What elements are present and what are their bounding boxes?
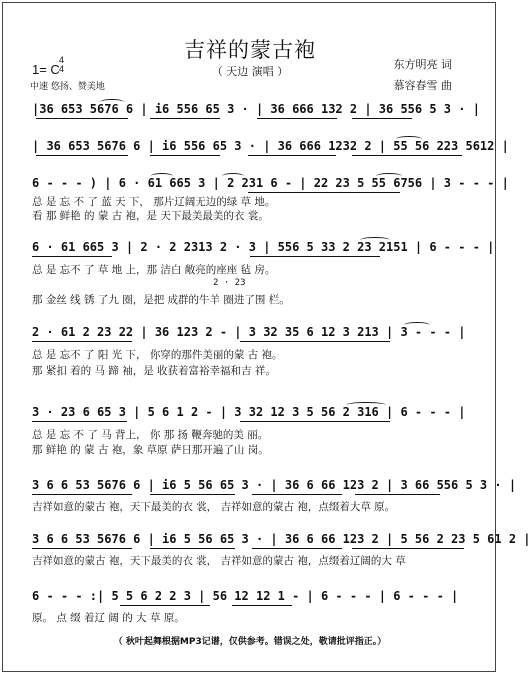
beam-line: [232, 605, 292, 606]
slur-mark: [222, 173, 244, 179]
beam-line: [36, 118, 128, 119]
lyric-line-8a: 吉祥如意的蒙古 袍，天下最美的衣 裳， 吉祥如意的蒙古 袍，点缀着辽阔的大 草: [32, 555, 406, 567]
slur-mark: [100, 99, 124, 105]
tempo-marking: 中速 悠扬、赞美地: [30, 82, 105, 92]
score-line-3: 6 - - - ) | 6 · 61 665 3 | 2 231 6 - | 22 23 5 55 6756 | 3 - - - |: [32, 176, 509, 190]
beam-line: [240, 421, 390, 422]
beam-line: [32, 548, 132, 549]
key-signature: 1= C: [32, 62, 60, 77]
beam-line: [150, 155, 220, 156]
beam-line: [120, 605, 210, 606]
lyric-line-9a: 原。 点 缀 着辽 阔 的 大 草 原。: [32, 612, 185, 624]
time-top: 4: [59, 55, 65, 65]
score-line-5: 2 · 61 2 23 22 | 36 123 2 - | 3 32 35 6 12 3 213 | 3 - - - |: [32, 325, 466, 339]
footer-note: （ 秋叶起舞根据MP3记谱，仅供参考。错误之处，敬请批评指正。）: [113, 637, 387, 647]
score-line-4: 6 · 61 665 3 | 2 · 2 2313 2 · 3 | 556 5 33 2 23 2151 | 6 - - - |: [32, 240, 495, 254]
alternate-notes: 2 · 23: [213, 278, 246, 288]
beam-line: [352, 548, 464, 549]
slur-mark: [376, 173, 402, 179]
score-line-9: 6 - - - :| 5 5 6 2 2 3 | 56 12 12 1 - | 6 - - - | 6 - - - |: [32, 589, 459, 603]
time-bottom: 4: [59, 64, 65, 74]
beam-line: [32, 256, 112, 257]
slur-mark: [396, 136, 422, 142]
slur-mark: [346, 402, 386, 408]
beam-line: [355, 494, 440, 495]
score-line-1: |36 653 5676 6 | i6 556 65 3 · | 36 666 132 2 | 36 556 5 3 · |: [32, 102, 480, 116]
slur-mark: [151, 173, 173, 179]
score-line-6: 3 · 23 6 65 3 | 5 6 1 2 - | 3 32 12 3 5 56 2 316 | 6 - - - |: [32, 405, 466, 419]
lyric-line-4b: 那 金丝 线 锈 了九 圈，是把 成群的牛羊 圈进了围 栏。: [32, 294, 290, 306]
lyric-line-5a: 总 是 忘不 了 阳 光 下， 你穿的那件美丽的蒙 古 袍。: [32, 349, 283, 361]
beam-line: [352, 155, 462, 156]
beam-line: [252, 548, 342, 549]
lyric-line-4a: 总 是 忘不 了 草 地 上，那 洁白 敞亮的座座 毡 房。: [32, 264, 276, 276]
beam-line: [257, 118, 337, 119]
beam-line: [352, 118, 412, 119]
score-line-8: 3 6 6 53 5676 6 | i6 5 56 65 3 · | 36 6 66 123 2 | 5 56 2 23 5 61 2 |: [32, 532, 531, 546]
score-line-2: | 36 653 5676 6 | i6 556 65 3 · | 36 666 1232 2 | 55 56 223 5612 |: [32, 139, 509, 153]
beam-line: [150, 118, 220, 119]
lyric-line-7a: 吉祥如意的蒙古 袍，天下最美的衣 裳， 吉祥如意的蒙古 袍，点缀着大草 原。: [32, 501, 396, 513]
performer-label: （ 天边 演唱 ）: [211, 65, 289, 78]
song-title: 吉祥的蒙古袍: [184, 38, 316, 62]
beam-line: [150, 548, 235, 549]
beam-line: [248, 155, 336, 156]
slur-mark: [360, 237, 390, 243]
beam-line: [32, 494, 132, 495]
beam-line: [32, 341, 132, 342]
beam-line: [150, 494, 235, 495]
beam-line: [32, 421, 127, 422]
lyric-line-6a: 总 是 忘 不 了 马 背上， 你 那 扬 鞭奔驰的美 丽。: [32, 429, 269, 441]
beam-line: [252, 494, 342, 495]
score-line-7: 3 6 6 53 5676 6 | i6 5 56 65 3 · | 36 6 66 123 2 | 3 66 556 5 3 · |: [32, 478, 517, 492]
lyric-line-6b: 那 鲜艳 的 蒙 古 袍，象 草原 萨日那开遍了山 岗。: [32, 444, 269, 456]
beam-line: [36, 155, 128, 156]
slur-mark: [404, 322, 430, 328]
composer-credit: 慕容春雪 曲: [393, 79, 452, 92]
beam-line: [240, 341, 390, 342]
lyricist-credit: 东方明亮 词: [393, 58, 452, 71]
beam-line: [248, 192, 400, 193]
lyric-line-3b: 看 那 鲜艳 的 蒙 古 袍，是 天下最美最美的衣 裳。: [32, 210, 269, 222]
lyric-line-3a: 总 是 忘 不 了 蓝 天 下， 那片辽阔无边的绿 草 地。: [32, 196, 276, 208]
lyric-line-5b: 那 紧扣 着的 马 蹄 袖，是 收获着富裕幸福和吉 祥。: [32, 365, 276, 377]
time-signature: [59, 56, 64, 74]
beam-line: [250, 256, 380, 257]
